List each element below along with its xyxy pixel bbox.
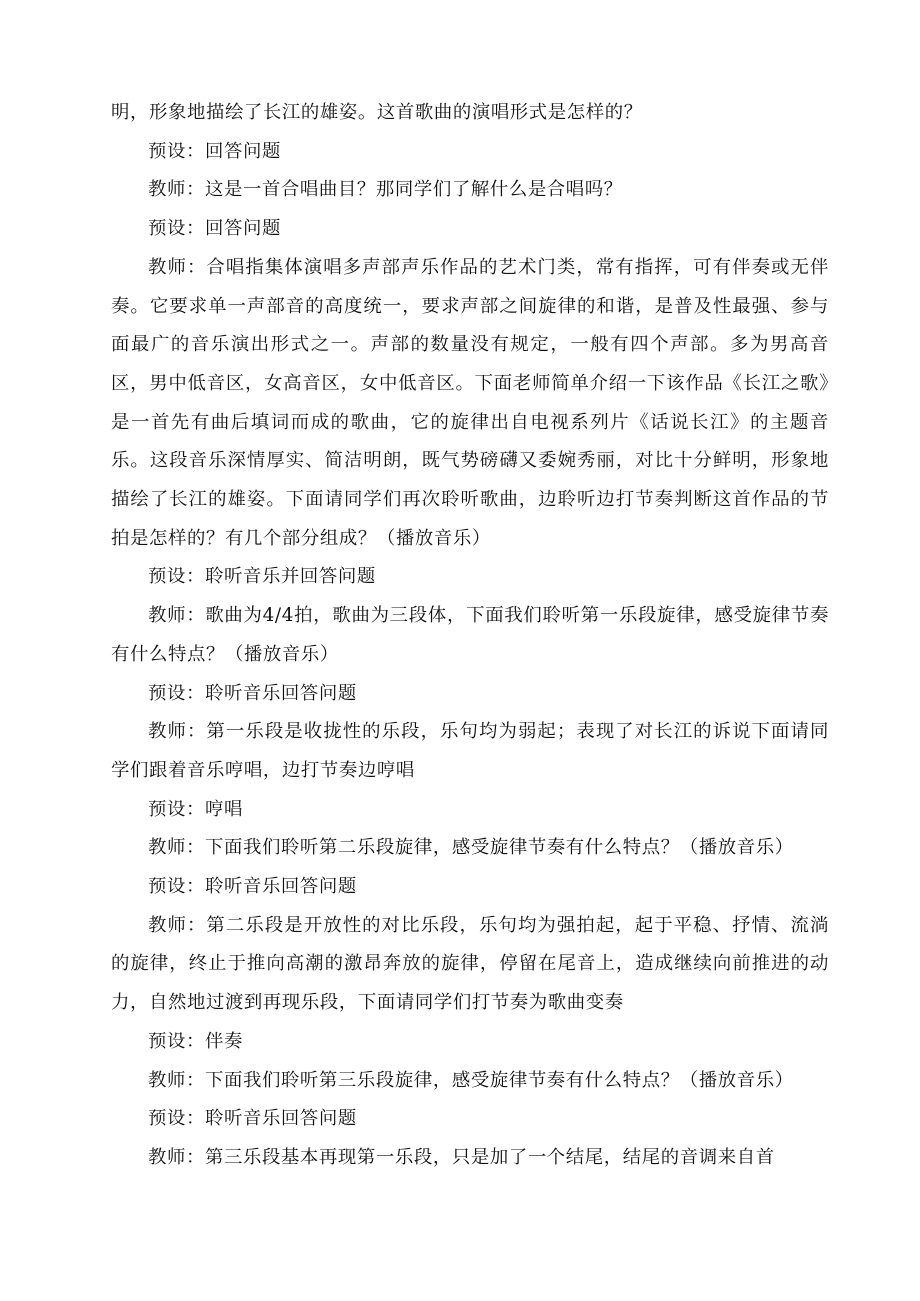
paragraph: 预设：伴奏 <box>148 1030 243 1052</box>
paragraph: 预设：回答问题 <box>148 140 281 162</box>
lesson-plan-text <box>111 94 829 1178</box>
paragraph: 明，形象地描绘了长江的雄姿。这首歌曲的演唱形式是怎样的？ <box>111 102 643 123</box>
paragraph: 预设：聆听音乐回答问题 <box>148 1108 357 1130</box>
paragraph: 教师：第三乐段基本再现第一乐段，只是加了一个结尾，结尾的音调来自首 <box>148 1146 775 1168</box>
paragraph: 预设：聆听音乐并回答问题 <box>148 566 376 588</box>
paragraph: 预设：回答问题 <box>148 218 281 240</box>
paragraph: 教师：第二乐段是开放性的对比乐段，乐句均为强拍起，起于平稳、抒情、流淌的旋律，终止于推向高潮的激昂奔放的旋律，停留在尾音上，造成继续向前推进的动力，自然地过渡到再现乐段，下面请同学们打节奏为歌曲变奏 <box>111 914 829 1014</box>
paragraph: 预设：聆听音乐回答问题 <box>148 682 357 704</box>
paragraph: 教师：合唱指集体演唱多声部声乐作品的艺术门类，常有指挥，可有伴奏或无伴奏。它要求单一声部音的高度统一，要求声部之间旋律的和谐，是普及性最强、参与面最广的音乐演出形式之一。声部的数量没有规定，一般有四个声部。多为男高音区，男中低音区，女高音区，女中低音区。下面老师简单介绍一下该作品《长江之歌》是一首先有曲后填词而成的歌曲，它的旋律出自电视系列片《话说长江》的主题音乐。这段音乐深情厚实、简洁明朗，既气势磅礴又委婉秀丽，对比十分鲜明，形象地描绘了长江的雄姿。下面请同学们再次聆听歌曲，边聆听边打节奏判断这首作品的节拍是怎样的？有几个部分组成？（播放音乐） <box>111 256 829 549</box>
paragraph: 教师：第一乐段是收拢性的乐段，乐句均为弱起；表现了对长江的诉说下面请同学们跟着音乐哼唱，边打节奏边哼唱 <box>111 721 829 781</box>
paragraph: 教师：这是一首合唱曲目？那同学们了解什么是合唱吗？ <box>148 179 623 201</box>
paragraph: 教师：下面我们聆听第三乐段旋律，感受旋律节奏有什么特点？（播放音乐） <box>148 1069 794 1091</box>
paragraph: 预设：哼唱 <box>148 798 243 820</box>
paragraph: 教师：下面我们聆听第二乐段旋律，感受旋律节奏有什么特点？（播放音乐） <box>148 837 794 859</box>
paragraph: 预设：聆听音乐回答问题 <box>148 876 357 898</box>
paragraph: 教师：歌曲为4/4拍，歌曲为三段体，下面我们聆听第一乐段旋律，感受旋律节奏有什么特点？（播放音乐） <box>111 605 829 665</box>
